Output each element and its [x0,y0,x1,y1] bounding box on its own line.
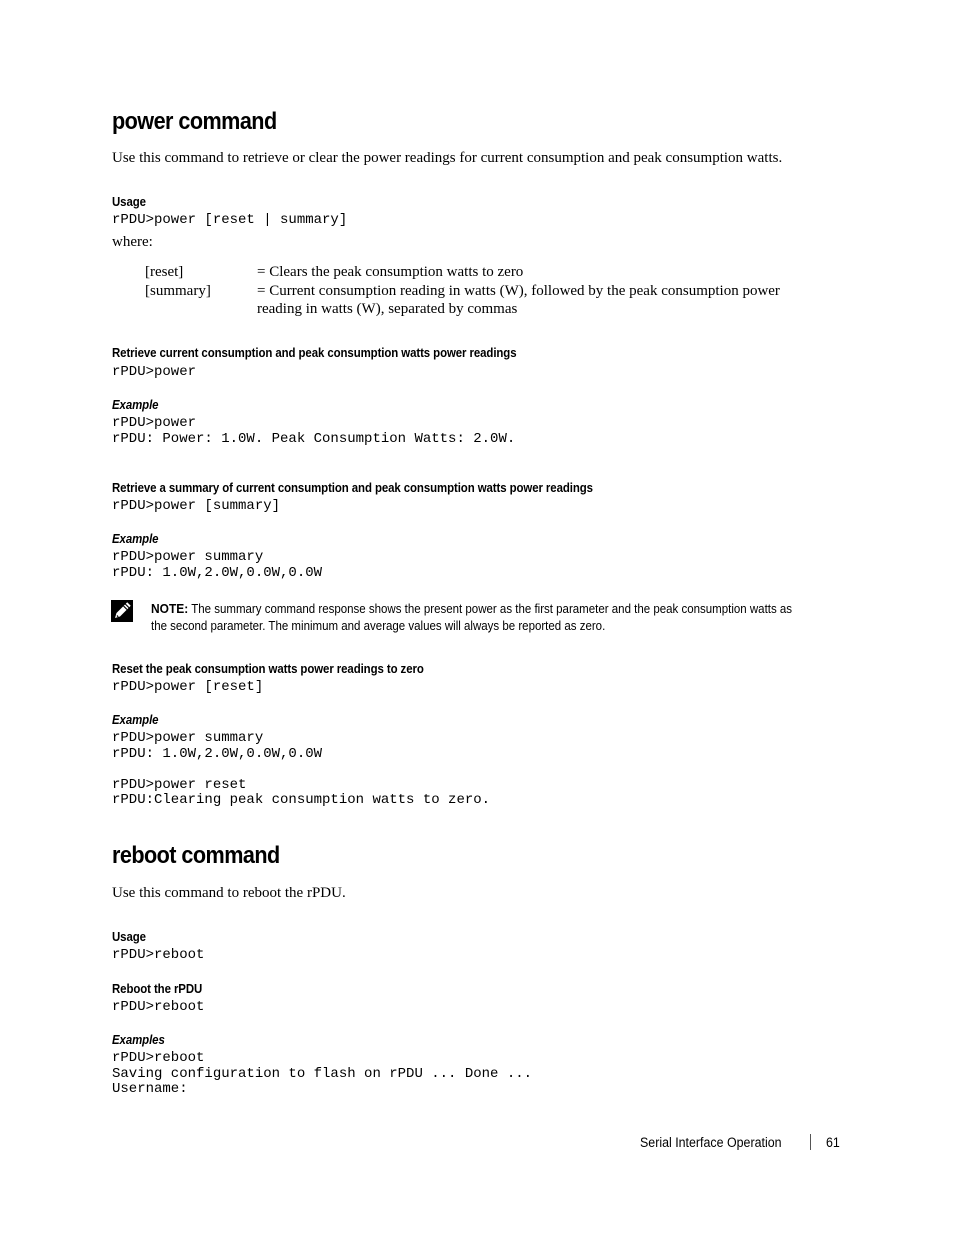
power-command-intro: Use this command to retrieve or clear the power readings for current consumption and peak consumption watts. [112,150,783,166]
section-retrieve-summary-example-code: rPDU>power summary rPDU: 1.0W,2.0W,0.0W,0.0W [112,549,323,581]
section-reset-heading: Reset the peak consumption watts power readings to zero [112,661,424,676]
note-text [151,600,804,635]
note-pencil-icon [111,600,133,622]
power-usage-code: rPDU>power [reset | summary] [112,212,348,228]
reboot-examples-label [112,1032,165,1047]
section-reset-example-code: rPDU>power summary rPDU: 1.0W,2.0W,0.0W,0.0W rPDU>power reset rPDU:Clearing peak consumption watts to zero. [112,730,491,808]
reboot-section-heading: Reboot the rPDU [112,981,203,996]
param-summary-desc: = Current consumption reading in watts (W), followed by the peak consumption power [257,283,780,299]
section-retrieve-current-code: rPDU>power [112,364,197,380]
section-reset-example-label [112,712,158,727]
example-label: Example [112,397,159,412]
example-label: Example [112,712,159,727]
section-retrieve-summary-example-label [112,531,158,546]
note-body: The summary command response shows the present power as the first parameter and the peak consumption watts as the second parameter. The minimum and average values will always be reported as zero. [151,602,793,633]
reboot-command-title: reboot command [112,842,280,869]
power-command-title: power command [112,108,277,135]
param-summary-desc-continued: reading in watts (W), separated by commas [257,301,518,317]
section-reset-code: rPDU>power [reset] [112,679,264,695]
note-label: NOTE: [151,601,189,616]
examples-label: Examples [112,1032,165,1047]
footer-page-number: 61 [826,1135,840,1150]
reboot-examples-code: rPDU>reboot Saving configuration to flash on rPDU ... Done ... Username: [112,1050,533,1097]
footer-section-name: Serial Interface Operation [640,1135,782,1150]
example-label: Example [112,531,159,546]
section-retrieve-current-heading: Retrieve current consumption and peak consumption watts power readings [112,345,517,360]
section-retrieve-summary-heading: Retrieve a summary of current consumption and peak consumption watts power readings [112,480,593,495]
param-reset-desc: = Clears the peak consumption watts to zero [257,264,524,280]
reboot-section-code: rPDU>reboot [112,999,205,1015]
section-retrieve-current-example-label [112,397,158,412]
power-usage-label: Usage [112,194,146,209]
footer-separator [810,1134,811,1150]
section-retrieve-current-example-code: rPDU>power rPDU: Power: 1.0W. Peak Consumption Watts: 2.0W. [112,415,516,447]
reboot-usage-code: rPDU>reboot [112,947,205,963]
param-summary-name: [summary] [145,283,211,299]
power-where-label: where: [112,234,153,250]
section-retrieve-summary-code: rPDU>power [summary] [112,498,281,514]
param-reset-name: [reset] [145,264,184,280]
reboot-command-intro: Use this command to reboot the rPDU. [112,885,346,901]
reboot-usage-label: Usage [112,929,146,944]
